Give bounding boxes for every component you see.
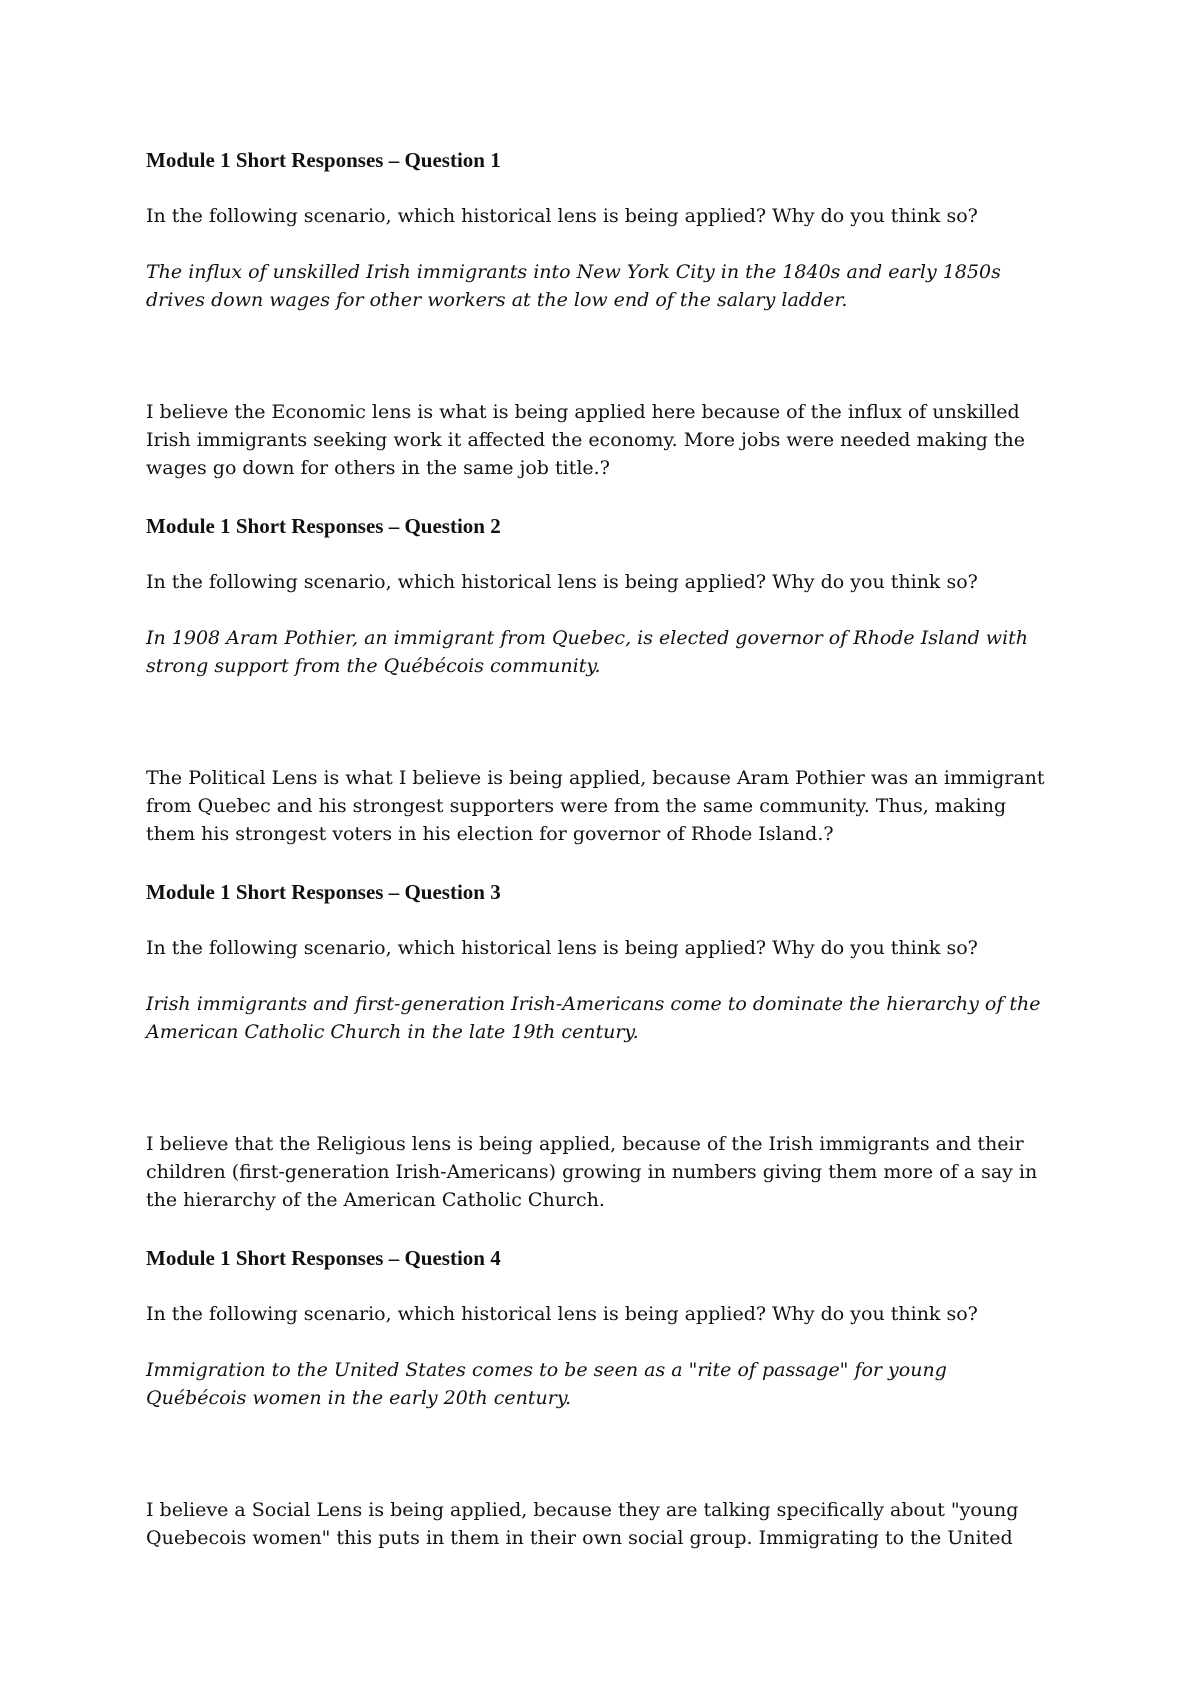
section-heading: Module 1 Short Responses – Question 2 (146, 514, 501, 538)
scenario-line: The influx of unskilled Irish immigrants into New York City in the 1840s and early 1850s (146, 261, 1001, 283)
scenario-line: Immigration to the United States comes to be seen as a "rite of passage" for young (146, 1359, 947, 1381)
scenario-text (146, 990, 1066, 1046)
question-prompt: In the following scenario, which historical lens is being applied? Why do you think so? (146, 571, 978, 593)
question-prompt: In the following scenario, which historical lens is being applied? Why do you think so? (146, 1303, 978, 1325)
question-section-4 (146, 1244, 1076, 1549)
answer-line: them his strongest voters in his election for governor of Rhode Island.? (146, 823, 834, 845)
answer-line: I believe that the Religious lens is being applied, because of the Irish immigrants and their (146, 1133, 1024, 1155)
scenario-line: strong support from the Québécois community. (146, 655, 601, 677)
answer-line: the hierarchy of the American Catholic Church. (146, 1189, 605, 1211)
answer-line: I believe the Economic lens is what is being applied here because of the influx of unskilled (146, 401, 1020, 423)
question-section-1 (146, 146, 1076, 479)
question-section-3 (146, 878, 1076, 1211)
answer-line: Quebecois women" this puts in them in their own social group. Immigrating to the United (146, 1527, 1013, 1549)
answer-line: Irish immigrants seeking work it affected the economy. More jobs were needed making the (146, 429, 1025, 451)
section-heading: Module 1 Short Responses – Question 4 (146, 1246, 501, 1270)
section-heading: Module 1 Short Responses – Question 1 (146, 148, 501, 172)
scenario-line: Irish immigrants and first-generation Irish-Americans come to dominate the hierarchy of the (146, 993, 1041, 1015)
question-prompt: In the following scenario, which historical lens is being applied? Why do you think so? (146, 205, 978, 227)
scenario-text (146, 258, 1066, 314)
answer-line: The Political Lens is what I believe is being applied, because Aram Pothier was an immigrant (146, 767, 1045, 789)
answer-text (146, 1496, 1076, 1552)
scenario-line: In 1908 Aram Pothier, an immigrant from Quebec, is elected governor of Rhode Island with (146, 627, 1029, 649)
question-prompt: In the following scenario, which historical lens is being applied? Why do you think so? (146, 937, 978, 959)
answer-text (146, 1130, 1076, 1214)
scenario-line: drives down wages for other workers at the low end of the salary ladder. (146, 289, 848, 311)
answer-line: children (first-generation Irish-Americans) growing in numbers giving them more of a say in (146, 1161, 1038, 1183)
answer-text (146, 398, 1076, 482)
answer-line: I believe a Social Lens is being applied, because they are talking specifically about "young (146, 1499, 1019, 1521)
scenario-line: American Catholic Church in the late 19th century. (146, 1021, 639, 1043)
scenario-text (146, 624, 1066, 680)
question-section-2 (146, 512, 1076, 845)
scenario-text (146, 1356, 1066, 1412)
scenario-line: Québécois women in the early 20th century. (146, 1387, 572, 1409)
section-heading: Module 1 Short Responses – Question 3 (146, 880, 501, 904)
answer-text (146, 764, 1076, 848)
answer-line: from Quebec and his strongest supporters were from the same community. Thus, making (146, 795, 1007, 817)
answer-line: wages go down for others in the same job title.? (146, 457, 610, 479)
